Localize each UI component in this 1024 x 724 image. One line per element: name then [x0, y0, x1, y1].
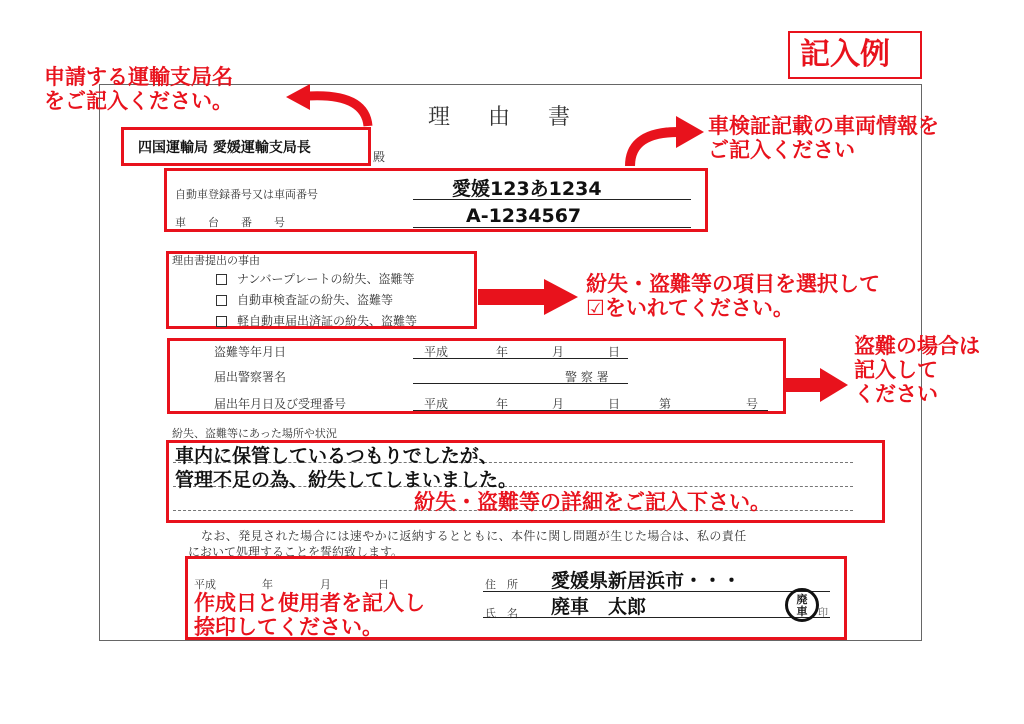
theft-date-label: 盗難等年月日	[214, 345, 287, 359]
sign-nen: 年	[262, 578, 273, 591]
seal-mark: 印	[818, 608, 828, 619]
curved-arrow-icon	[618, 106, 708, 168]
circumstances-heading: 紛失、盗難等にあった場所や状況	[172, 427, 337, 440]
theft-note-line2: 記入して	[854, 358, 938, 382]
police-underline	[413, 383, 628, 384]
reg-number-label: 自動車登録番号又は車両番号	[175, 188, 318, 201]
theft-nen: 年	[496, 345, 509, 359]
reason-option[interactable]	[216, 312, 417, 329]
circumstances-line2: 管理不足の為、紛失してしまいました。	[175, 469, 518, 491]
reason-option[interactable]	[216, 291, 393, 308]
reg-underline	[413, 199, 691, 200]
theft-date-underline	[413, 358, 628, 359]
sign-tsuki: 月	[320, 578, 331, 591]
name-underline	[483, 617, 830, 618]
reason-note-line2: ☑をいれてください。	[586, 296, 794, 320]
report-go: 号	[746, 397, 759, 411]
form-title: 理 由 書	[428, 105, 579, 130]
report-underline	[413, 410, 768, 411]
reason-heading: 理由書提出の事由	[172, 254, 260, 267]
police-label: 届出警察署名	[214, 370, 287, 384]
checkbox-icon[interactable]	[216, 316, 227, 327]
address-underline	[483, 591, 830, 592]
office-name: 四国運輸局 愛媛運輸支局長	[138, 140, 311, 156]
checkbox-icon[interactable]	[216, 274, 227, 285]
circumstances-line1: 車内に保管しているつもりでしたが、	[175, 445, 498, 467]
seal-stamp-icon	[785, 588, 819, 622]
report-nen: 年	[496, 397, 509, 411]
police-suffix: 警 察 署	[565, 370, 609, 384]
address-value: 愛媛県新居浜市・・・	[551, 570, 742, 592]
option-label: 自動車検査証の紛失、盗難等	[237, 293, 394, 307]
theft-tsuki: 月	[552, 345, 565, 359]
chassis-label: 車 台 番 号	[175, 216, 285, 229]
address-label: 住 所	[485, 578, 518, 591]
reason-option[interactable]	[216, 270, 414, 287]
theft-note-line3: ください	[854, 382, 938, 406]
sign-era: 平成	[194, 578, 216, 591]
report-dai: 第	[659, 397, 672, 411]
checkbox-icon[interactable]	[216, 295, 227, 306]
name-value: 廃車 太郎	[551, 596, 647, 618]
seal-text: 廃車	[796, 593, 808, 618]
option-label: ナンバープレートの紛失、盗難等	[237, 272, 415, 286]
name-label: 氏 名	[485, 607, 518, 620]
pledge-line2: において処理することを誓約致します。	[188, 545, 404, 559]
report-era: 平成	[424, 397, 449, 411]
report-tsuki: 月	[552, 397, 565, 411]
right-arrow-icon	[478, 279, 580, 315]
report-hi: 日	[608, 397, 621, 411]
vehicle-note-line2: ご記入ください	[708, 138, 855, 162]
right-arrow-icon	[786, 368, 850, 402]
reason-note-line1: 紛失・盗難等の項目を選択して	[586, 272, 880, 296]
sign-hi: 日	[378, 578, 389, 591]
option-label: 軽自動車届出済証の紛失、盗難等	[237, 314, 418, 328]
sign-note-line1: 作成日と使用者を記入し	[194, 591, 425, 615]
theft-note-line1: 盗難の場合は	[854, 334, 980, 358]
office-honorific: 殿	[373, 150, 386, 164]
office-note-line2: をご記入ください。	[44, 89, 233, 113]
report-label: 届出年月日及び受理番号	[214, 397, 347, 411]
theft-era: 平成	[424, 345, 449, 359]
curved-arrow-icon	[280, 80, 380, 130]
theft-hi: 日	[608, 345, 621, 359]
office-note-line1: 申請する運輸支局名	[44, 65, 233, 89]
example-label: 記入例	[800, 37, 890, 72]
chassis-value: A-1234567	[466, 205, 582, 227]
reg-number-value: 愛媛123あ1234	[452, 178, 602, 200]
vehicle-note-line1: 車検証記載の車両情報を	[708, 114, 939, 138]
sign-note-line2: 捺印してください。	[194, 615, 383, 639]
circumstances-note: 紛失・盗難等の詳細をご記入下さい。	[414, 490, 771, 514]
pledge-line1: なお、発見された場合には速やかに返納するとともに、本件に関し問題が生じた場合は、私の責任	[201, 529, 747, 543]
chassis-underline	[413, 227, 691, 228]
